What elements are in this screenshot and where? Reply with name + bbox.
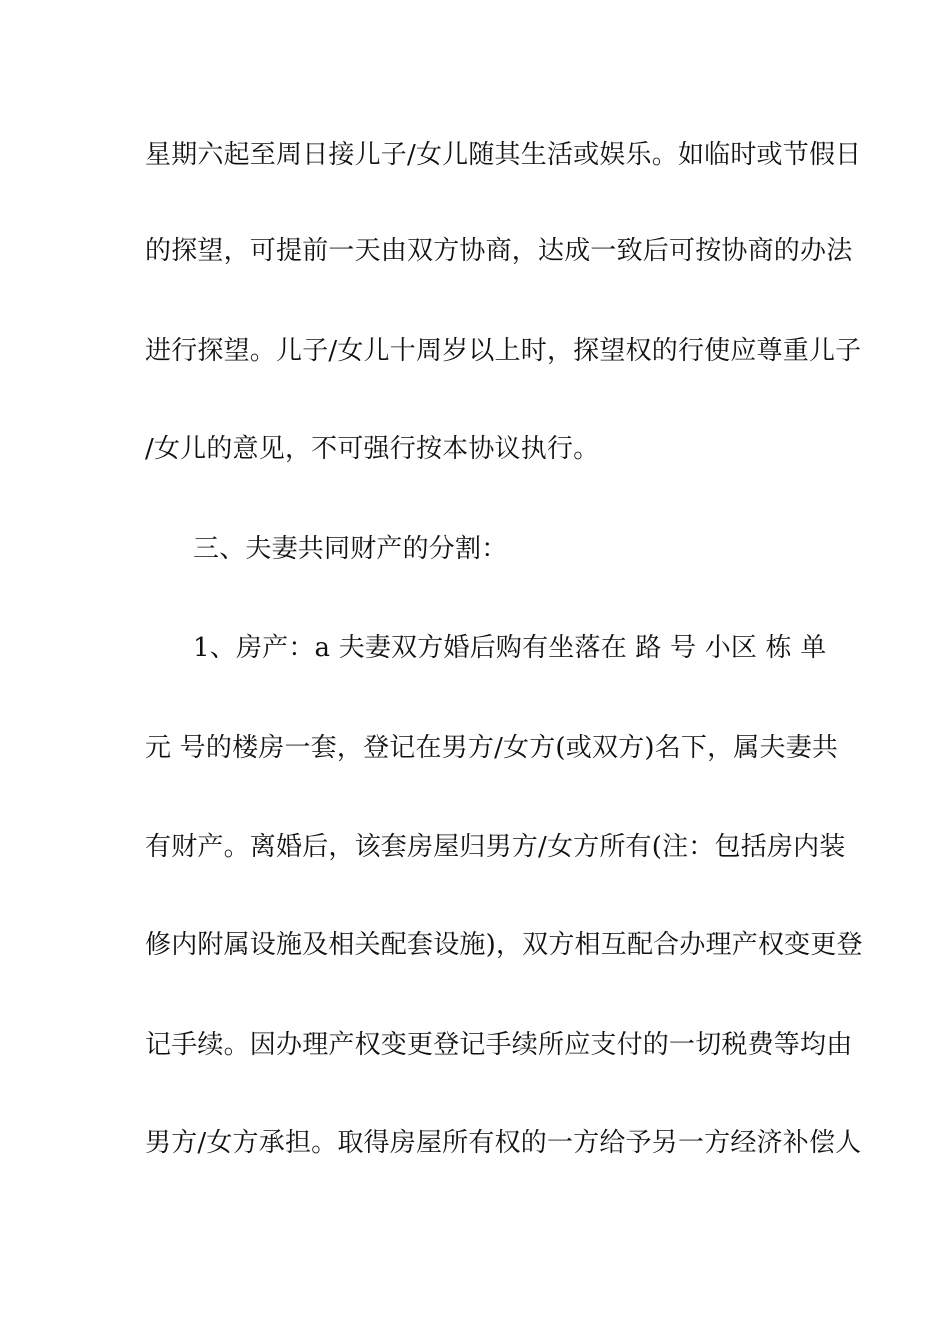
paragraph-line: 有财产。离婚后，该套房屋归男方/女方所有(注：包括房内装 [145,832,846,862]
paragraph-line: 1、房产：a 夫妻双方婚后购有坐落在 路 号 小区 栋 单 [193,633,827,663]
paragraph-line: 星期六起至周日接儿子/女儿随其生活或娱乐。如临时或节假日 [145,140,862,170]
paragraph-line: 进行探望。儿子/女儿十周岁以上时，探望权的行使应尊重儿子 [145,336,862,366]
paragraph-line: 的探望，可提前一天由双方协商，达成一致后可按协商的办法 [145,236,853,266]
paragraph-line: 男方/女方承担。取得房屋所有权的一方给予另一方经济补偿人 [145,1128,862,1158]
paragraph-line: /女儿的意见，不可强行按本协议执行。 [145,434,600,464]
paragraph-line: 记手续。因办理产权变更登记手续所应支付的一切税费等均由 [145,1030,853,1060]
paragraph-line: 元 号的楼房一套，登记在男方/女方(或双方)名下，属夫妻共 [145,733,839,763]
paragraph-line: 修内附属设施及相关配套设施)，双方相互配合办理产权变更登 [145,930,863,960]
section-heading: 三、夫妻共同财产的分割： [193,534,508,564]
